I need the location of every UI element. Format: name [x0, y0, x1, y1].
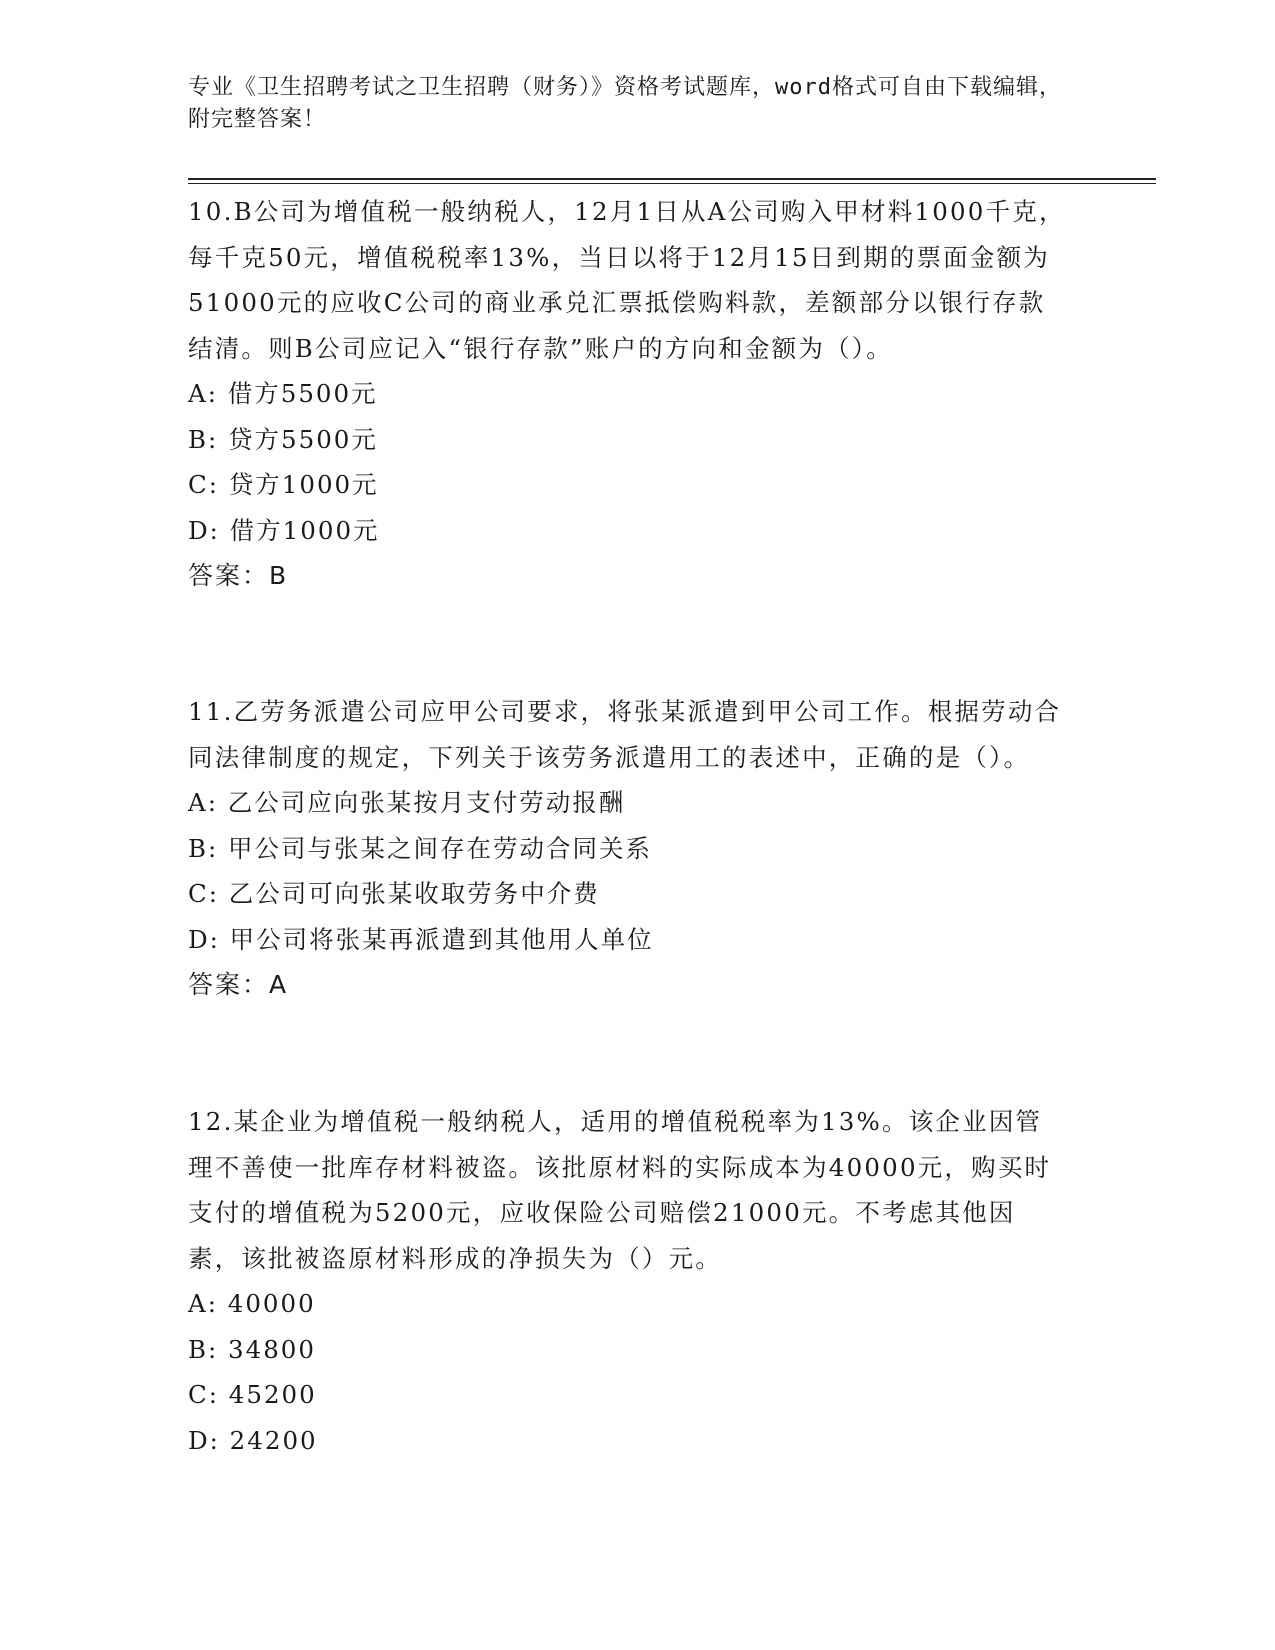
option-b: B: 34800 [188, 1334, 316, 1364]
question-stem: 12.某企业为增值税一般纳税人，适用的增值税税率为13%。该企业因管理不善使一批库存材料被盗。该批原材料的实际成本为40000元，购买时支付的增值税为5200元，应收保险公司赔偿21000元。不考虑其他因素，该批被盗原材料形成的净损失为（）元。 [188, 1107, 1052, 1273]
option-d: D: 24200 [188, 1425, 318, 1455]
option-b: B: 甲公司与张某之间存在劳动合同关系 [188, 833, 653, 863]
question-stem: 10.B公司为增值税一般纳税人，12月1日从A公司购入甲材料1000千克，每千克50元，增值税税率13%，当日以将于12月15日到期的票面金额为51000元的应收C公司的商业承兑汇票抵偿购料款，差额部分以银行存款结清。则B公司应记入“银行存款”账户的方向和金额为（）。 [188, 197, 1066, 363]
option-c: C: 45200 [188, 1380, 317, 1409]
option-a: A: 借方5500元 [188, 379, 378, 408]
header-divider [188, 178, 1156, 180]
option-c: C: 乙公司可向张某收取劳务中介费 [188, 879, 600, 908]
question-stem: 11.乙劳务派遣公司应甲公司要求，将张某派遣到甲公司工作。根据劳动合同法律制度的规定，下列关于该劳务派遣用工的表述中，正确的是（）。 [188, 697, 1062, 772]
option-d: D: 甲公司将张某再派遣到其他用人单位 [188, 924, 654, 954]
answer-line: 答案：B [188, 561, 289, 590]
question-10 [188, 189, 1068, 599]
question-11 [188, 689, 1068, 1008]
answer-line: 答案：A [188, 970, 289, 999]
option-a: A: 40000 [188, 1289, 316, 1318]
document-header: 专业《卫生招聘考试之卫生招聘（财务）》资格考试题库，word格式可自由下载编辑，附完整答案！ [188, 75, 1062, 132]
header-divider-thin [188, 183, 1156, 184]
option-d: D: 借方1000元 [188, 515, 380, 545]
option-a: A: 乙公司应向张某按月支付劳动报酬 [188, 788, 626, 817]
option-b: B: 贷方5500元 [188, 424, 378, 454]
option-c: C: 贷方1000元 [188, 470, 379, 499]
question-12 [188, 1099, 1068, 1463]
